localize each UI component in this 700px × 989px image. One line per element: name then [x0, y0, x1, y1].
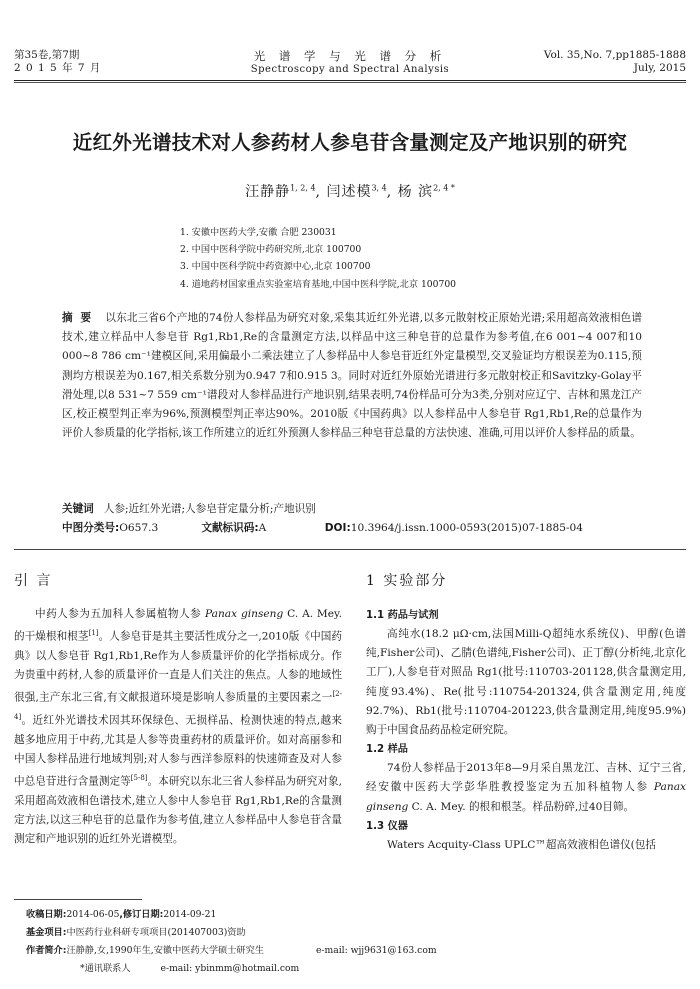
volume-issue-cn: 第35卷,第7期 — [14, 49, 80, 61]
header-rule-thin — [14, 82, 686, 83]
affiliation-item: 1. 安徽中医药大学,安徽 合肥 230031 — [180, 227, 337, 238]
author-line: 汪静静$^{1, 2, 4}$, 闫述模$^{3, 4}$, 杨 滨$^{2, 4 *}$ — [245, 183, 455, 200]
abstract-label: 摘 要 — [62, 312, 92, 324]
author-bio-label: 作者简介: — [26, 945, 67, 956]
section-divider — [14, 549, 686, 550]
author-name: 杨 滨 — [397, 184, 434, 200]
subsection-heading: 1.3 仪器 — [366, 820, 408, 832]
intro-text: C. A. Mey. 的干燥根和根茎 — [14, 608, 342, 643]
received-date: 2014-06-05 — [66, 909, 120, 920]
doi-value: 10.3964/j.issn.1000-0593(2015)07-1885-04 — [350, 522, 584, 534]
subsection-text: 高纯水(18.2 μΩ·cm,法国Milli-Q超纯水系统仪)、甲醇(色谱纯,Fisher公司)、乙腈(色谱纯,Fisher公司)、正丁醇(分析纯,北京化工厂),人参皂苷对照品 Rg1(批号:110703-201128,供含量测定用,纯度93.4%)、Re(批号:110754-201324,供含量测定用,纯度92.7%)、Rb1(批号:110704-201223,供含量测定用,纯度95.9%)购于中国食品药品检定研究院。 — [366, 628, 686, 737]
date-en: July, 2015 — [633, 62, 686, 74]
corresponding-label: *通讯联系人 — [80, 963, 131, 974]
citation-ref: [2-4] — [14, 690, 342, 722]
doc-code-label: 文献标识码: — [201, 522, 259, 534]
author-email: e-mail: wjj9631@163.com — [315, 945, 437, 956]
subsection-text: Waters Acquity-Class UPLC™超高效液相色谱仪(包括 — [387, 838, 656, 851]
volume-issue-en: Vol. 35,No. 7,pp1885-1888 — [543, 49, 686, 61]
keywords-text: 人参;近红外光谱;人参皂苷定量分析;产地识别 — [103, 503, 316, 515]
clc-value: O657.3 — [119, 522, 159, 534]
citation-ref: [5-8] — [130, 774, 148, 783]
keywords-block — [62, 500, 662, 538]
affiliation-item: 2. 中国中医科学院中药研究所,北京 100700 — [180, 244, 362, 256]
author-name: 闫述模 — [326, 184, 372, 200]
intro-heading: 引 言 — [14, 573, 53, 589]
affiliations — [180, 224, 456, 293]
intro-text: 中药人参为五加科人参属植物人参 — [35, 608, 206, 620]
doi-label: DOI: — [324, 522, 351, 534]
clc-label: 中图分类号: — [62, 522, 120, 534]
funding-label: 基金项目: — [26, 927, 67, 938]
intro-paragraph — [14, 605, 342, 850]
subsection-heading: 1.2 样品 — [366, 744, 408, 756]
intro-text: 。本研究以东北三省人参样品为研究对象,采用超高效液相色谱技术,建立人参中人参皂苷 Rg1,Rb1,Re的含量测定方法,以这三种皂苷的总量作为参考值,建立人参样品中人参皂苷含量测定和产地识别的近红外光谱模型。 — [14, 775, 342, 846]
author-affil-sup: 1, 2, 4 — [290, 183, 316, 193]
abstract-text: 以东北三省6个产地的74份人参样品为研究对象,采集其近红外光谱,以多元散射校正原始光谱;采用超高效液相色谱技术,建立样品中人参皂苷 Rg1,Rb1,Re的含量测定方法,以样品中这三种皂苷的总量作为参考值,在6 001~4 007和10 000~8 786 cm⁻¹建模区间,采用偏最小二乘法建立了人参样品中人参皂苷近红外定量模型,交叉验证均方根误差为0.115,预测均方根误差为0.167,相关系数分别为0.947 7和0.915 3。同时对近红外原始光谱进行多元散射校正和Savitzky-Golay平滑处理,以8 531~7 559 cm⁻¹谱段对人参样品进行产地识别,结果表明,74份样品可分为3类,分别对应辽宁、吉林和黑龙江产区,校正模型判正率为96%,预测模型判正率达90%。2010版《中国药典》以人参样品中人参皂苷 Rg1,Rb1,Re的总量作为评价人参质量的化学指标,该工作所建立的近红外预测人参样品三种皂苷总量的方法快速、准确,可用以评价人参样品的质量。 — [62, 312, 642, 440]
revised-label: ,修订日期: — [119, 909, 164, 920]
experiment-body — [366, 606, 686, 855]
journal-name-cn: 光 谱 学 与 光 谱 分 析 — [253, 49, 447, 63]
running-header-right — [544, 49, 686, 75]
journal-name-en: Spectroscopy and Spectral Analysis — [250, 64, 450, 75]
subsection-text — [366, 759, 686, 817]
affiliation-item: 4. 道地药材国家重点实验室培育基地,中国中医科学院,北京 100700 — [180, 278, 457, 290]
sample-text: 74份人参样品于2013年8—9月采自黑龙江、吉林、辽宁三省,经安徽中医药大学彭华胜教授鉴定为五加科植物人参 — [366, 762, 686, 794]
citation-ref: [1] — [88, 629, 99, 638]
latin-name: Panax ginseng — [366, 781, 686, 813]
doc-code-value: A — [258, 522, 267, 534]
experiment-heading: 1 实验部分 — [366, 573, 448, 589]
intro-text: 。人参皂苷是其主要活性成分之一,2010版《中国药典》以人参皂苷 Rg1,Rb1,Re作为人参质量评价的化学指标成分。作为贵重中药材,人参的质量评价一直是人们关注的焦点。人参的地域性很强,主产东北三省,有文献报道环境是影响人参质量的主要因素之一 — [14, 630, 343, 704]
received-label: 收稿日期: — [26, 909, 67, 920]
author-name: 汪静静 — [245, 184, 291, 200]
paper-title: 近红外光谱技术对人参药材人参皂苷含量测定及产地识别的研究 — [72, 131, 628, 154]
footnote — [26, 906, 686, 978]
funding-value: 中医药行业科研专项项目(201407003)资助 — [66, 927, 246, 938]
keywords-label: 关键词 — [62, 503, 94, 515]
affiliation-item: 3. 中国中医科学院中药资源中心,北京 100700 — [180, 261, 371, 273]
intro-text: 。近红外光谱技术因其环保绿色、无损样品、检测快速的特点,越来越多地应用于中药,尤其是人参等贵重药材的质量评价。如对高丽参和中国人参样品进行地域判别;对人参与西洋参原料的快速筛查及对人参中总皂苷进行含量测定等 — [14, 714, 342, 788]
author-affil-sup: 2, 4 * — [433, 183, 455, 193]
author-affil-sup: 3, 4 — [371, 183, 387, 193]
latin-name: Panax ginseng — [205, 608, 284, 620]
corresponding-email: e-mail: ybinmm@hotmail.com — [160, 963, 300, 974]
header-rule — [14, 80, 686, 81]
subsection-heading: 1.1 药品与试剂 — [366, 610, 439, 621]
footnote-rule — [14, 899, 142, 900]
sample-text: C. A. Mey. 的根和根茎。样品粉碎,过40目筛。 — [408, 800, 635, 813]
author-bio: 汪静静,女,1990年生,安徽中医药大学硕士研究生 — [66, 945, 264, 956]
date-cn: 2 0 1 5 年 7 月 — [14, 62, 102, 74]
abstract — [62, 309, 642, 443]
revised-date: 2014-09-21 — [163, 909, 217, 920]
